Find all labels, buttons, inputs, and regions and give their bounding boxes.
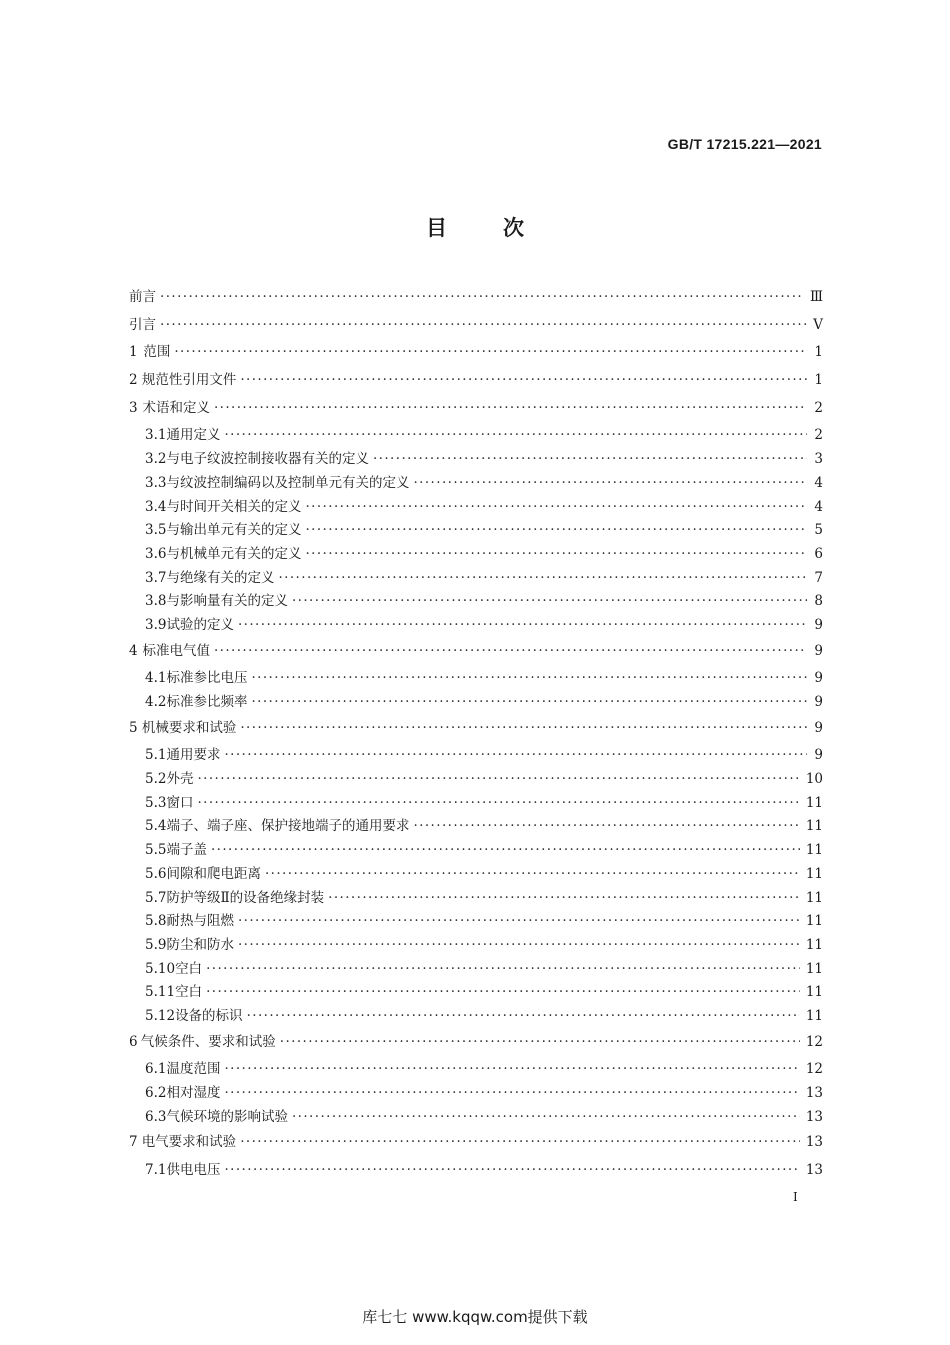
toc-dot-leader — [238, 910, 800, 934]
toc-section-entry[interactable] — [129, 543, 823, 567]
toc-entry-label: 防护等级Ⅱ的设备绝缘封装 — [166, 889, 325, 906]
toc-entry-page: 12 — [805, 1061, 823, 1078]
toc-dot-leader — [305, 543, 807, 567]
toc-dot-leader — [224, 1058, 799, 1082]
toc-entry-label: 与绝缘有关的定义 — [166, 569, 275, 586]
toc-entry-number: 4.2 — [145, 694, 167, 710]
toc-entry-page: 2 — [814, 427, 823, 444]
table-of-contents — [129, 284, 823, 1183]
toc-entry-page: 8 — [814, 593, 823, 610]
toc-entry-label: 与机械单元有关的定义 — [166, 545, 302, 562]
toc-entry-page: 1 — [814, 344, 823, 361]
toc-entry-page: 11 — [805, 889, 823, 906]
toc-entry-number: 3.4 — [145, 498, 167, 515]
toc-chapter-entry[interactable] — [129, 284, 823, 312]
toc-entry-page: Ⅴ — [813, 316, 823, 333]
toc-entry-page: 13 — [805, 1108, 823, 1125]
toc-entry-label: 端子盖 — [166, 842, 207, 859]
toc-entry-label: 耐热与阻燃 — [166, 913, 234, 930]
toc-chapter-entry[interactable] — [129, 1129, 823, 1157]
toc-dot-leader — [214, 395, 807, 423]
toc-entry-number: 5.5 — [145, 842, 167, 859]
toc-entry-label: 前言 — [129, 289, 156, 305]
toc-section-entry[interactable] — [129, 1058, 823, 1082]
toc-dot-leader — [292, 1106, 800, 1130]
toc-entry-label: 与输出单元有关的定义 — [166, 522, 302, 539]
toc-chapter-entry[interactable] — [129, 1029, 823, 1057]
toc-entry-page: 11 — [805, 865, 823, 882]
toc-entry-number: 5.8 — [145, 913, 167, 930]
toc-entry-label: 气候环境的影响试验 — [166, 1108, 288, 1125]
toc-section-entry[interactable] — [129, 1082, 823, 1106]
toc-dot-leader — [240, 1129, 800, 1157]
toc-entry-number: 5.6 — [145, 865, 167, 882]
toc-entry-number: 4 — [129, 642, 138, 659]
toc-entry-page: 1 — [814, 372, 823, 389]
toc-section-entry[interactable] — [129, 691, 823, 715]
toc-dot-leader — [413, 815, 799, 839]
toc-section-entry[interactable] — [129, 839, 823, 863]
toc-entry-number: 3.9 — [145, 616, 167, 633]
toc-entry-label: 与电子纹波控制接收器有关的定义 — [166, 451, 369, 468]
toc-entry-label: 防尘和防水 — [166, 936, 234, 953]
toc-section-entry[interactable] — [129, 981, 823, 1005]
toc-entry-number: 3.1 — [145, 427, 167, 444]
toc-entry-label: 温度范围 — [166, 1061, 221, 1078]
toc-entry-number: 6.1 — [145, 1061, 167, 1078]
toc-entry-number: 3.6 — [145, 545, 167, 562]
toc-entry-label: 机械要求和试验 — [141, 719, 237, 736]
toc-entry-page: Ⅲ — [809, 289, 823, 305]
toc-entry-page: 4 — [814, 474, 823, 491]
toc-entry-page: 11 — [805, 960, 823, 977]
toc-entry-page: 11 — [805, 794, 823, 811]
toc-entry-page: 6 — [814, 545, 823, 562]
toc-section-entry[interactable] — [129, 667, 823, 691]
toc-dot-leader — [174, 339, 807, 367]
toc-section-entry[interactable] — [129, 448, 823, 472]
page-number: I — [793, 1190, 798, 1204]
toc-entry-number: 3.8 — [145, 593, 167, 610]
toc-section-entry[interactable] — [129, 958, 823, 982]
toc-entry-number: 3.2 — [145, 451, 167, 468]
toc-entry-number: 2 — [129, 372, 138, 389]
toc-entry-label: 空白 — [175, 960, 203, 977]
toc-chapter-entry[interactable] — [129, 312, 823, 340]
toc-entry-label: 空白 — [175, 984, 203, 1001]
toc-section-entry[interactable] — [129, 744, 823, 768]
toc-entry-number: 5.3 — [145, 794, 167, 811]
toc-entry-page: 4 — [814, 498, 823, 515]
toc-dot-leader — [305, 519, 807, 543]
toc-dot-leader — [280, 1029, 800, 1057]
toc-entry-page: 11 — [805, 936, 823, 953]
toc-entry-page: 12 — [805, 1033, 823, 1050]
toc-dot-leader — [247, 1005, 800, 1029]
toc-entry-page: 10 — [805, 771, 823, 788]
toc-entry-number: 5.4 — [145, 818, 167, 835]
toc-entry-page: 11 — [805, 984, 823, 1001]
toc-entry-label: 电气要求和试验 — [141, 1134, 237, 1151]
toc-entry-number: 5.12 — [145, 1007, 176, 1024]
toc-chapter-entry[interactable] — [129, 715, 823, 743]
toc-entry-page: 9 — [814, 719, 823, 736]
toc-entry-number: 7.1 — [145, 1162, 167, 1179]
toc-entry-number: 5.2 — [145, 771, 167, 788]
toc-entry-label: 气候条件、要求和试验 — [140, 1033, 276, 1050]
toc-dot-leader — [278, 567, 807, 591]
toc-entry-label: 相对湿度 — [166, 1085, 221, 1101]
toc-section-entry[interactable] — [129, 496, 823, 520]
toc-section-entry[interactable] — [129, 1106, 823, 1130]
toc-dot-leader — [197, 792, 799, 816]
toc-dot-leader — [251, 691, 807, 715]
toc-entry-label: 标准参比频率 — [166, 694, 248, 710]
toc-entry-label: 术语和定义 — [142, 399, 210, 416]
toc-section-entry[interactable] — [129, 792, 823, 816]
toc-dot-leader — [211, 839, 800, 863]
toc-entry-page: 5 — [814, 522, 823, 539]
toc-dot-leader — [251, 667, 807, 691]
toc-entry-page: 13 — [805, 1134, 823, 1151]
toc-dot-leader — [240, 715, 807, 743]
toc-entry-label: 试验的定义 — [166, 616, 234, 633]
toc-entry-label: 窗口 — [166, 794, 194, 811]
toc-entry-page: 7 — [814, 569, 823, 586]
toc-dot-leader — [292, 590, 807, 614]
toc-section-entry[interactable] — [129, 519, 823, 543]
toc-entry-label: 标准电气值 — [142, 642, 210, 659]
toc-entry-page: 11 — [805, 842, 823, 859]
toc-dot-leader — [224, 1159, 799, 1183]
download-watermark: 库七七 www.kqqw.com提供下载 — [362, 1308, 588, 1326]
toc-entry-number: 4.1 — [145, 670, 167, 687]
toc-dot-leader — [413, 472, 807, 496]
toc-entry-page: 9 — [814, 642, 823, 659]
toc-entry-label: 通用要求 — [166, 747, 221, 764]
page-title-char-2: 次 — [503, 216, 524, 240]
toc-section-entry[interactable] — [129, 424, 823, 448]
toc-entry-label: 范围 — [143, 344, 171, 361]
toc-section-entry[interactable] — [129, 1159, 823, 1183]
toc-entry-number: 3 — [129, 399, 138, 416]
toc-entry-number: 6.3 — [145, 1108, 167, 1125]
toc-chapter-entry[interactable] — [129, 367, 823, 395]
toc-entry-page: 11 — [805, 1007, 823, 1024]
toc-dot-leader — [305, 496, 807, 520]
toc-section-entry[interactable] — [129, 472, 823, 496]
toc-section-entry[interactable] — [129, 887, 823, 911]
toc-section-entry[interactable] — [129, 863, 823, 887]
toc-entry-label: 标准参比电压 — [166, 670, 248, 687]
toc-entry-page: 11 — [805, 913, 823, 930]
toc-entry-number: 3.3 — [145, 474, 167, 491]
toc-section-entry[interactable] — [129, 1005, 823, 1029]
toc-entry-number: 5.11 — [145, 984, 176, 1001]
toc-entry-label: 端子、端子座、保护接地端子的通用要求 — [166, 818, 410, 835]
toc-entry-number: 5.9 — [145, 936, 167, 953]
toc-entry-page: 9 — [814, 616, 823, 633]
toc-dot-leader — [238, 934, 800, 958]
toc-dot-leader — [160, 284, 804, 312]
page-title-char-1: 目 — [426, 216, 447, 240]
toc-dot-leader — [238, 614, 807, 638]
toc-dot-leader — [197, 768, 799, 792]
toc-dot-leader — [373, 448, 807, 472]
toc-entry-label: 通用定义 — [166, 427, 221, 444]
toc-chapter-entry[interactable] — [129, 638, 823, 666]
toc-entry-number: 7 — [129, 1134, 138, 1151]
toc-dot-leader — [224, 1082, 799, 1106]
toc-chapter-entry[interactable] — [129, 339, 823, 367]
toc-entry-label: 与影响量有关的定义 — [166, 593, 288, 610]
toc-section-entry[interactable] — [129, 590, 823, 614]
toc-entry-label: 引言 — [129, 316, 156, 333]
toc-entry-label: 间隙和爬电距离 — [166, 865, 261, 882]
toc-entry-label: 供电电压 — [166, 1162, 221, 1179]
toc-entry-number: 3.5 — [145, 522, 167, 539]
toc-entry-number: 5 — [129, 719, 138, 736]
page-title — [0, 212, 950, 242]
toc-entry-label: 设备的标识 — [175, 1007, 243, 1024]
toc-entry-page: 9 — [814, 670, 823, 687]
toc-entry-number: 6 — [129, 1033, 138, 1050]
toc-dot-leader — [206, 981, 800, 1005]
toc-dot-leader — [160, 312, 807, 340]
toc-chapter-entry[interactable] — [129, 395, 823, 423]
toc-section-entry[interactable] — [129, 934, 823, 958]
toc-entry-page: 2 — [814, 399, 823, 416]
toc-section-entry[interactable] — [129, 614, 823, 638]
toc-dot-leader — [224, 424, 807, 448]
toc-entry-page: 13 — [805, 1085, 823, 1101]
toc-entry-number: 6.2 — [145, 1085, 167, 1101]
toc-section-entry[interactable] — [129, 768, 823, 792]
toc-entry-number: 1 — [129, 344, 138, 361]
toc-dot-leader — [214, 638, 807, 666]
standard-code: GB/T 17215.221—2021 — [667, 136, 822, 152]
toc-dot-leader — [206, 958, 800, 982]
toc-entry-page: 3 — [814, 451, 823, 468]
toc-section-entry[interactable] — [129, 567, 823, 591]
toc-entry-label: 与时间开关相关的定义 — [166, 498, 302, 515]
toc-entry-label: 与纹波控制编码以及控制单元有关的定义 — [166, 474, 410, 491]
toc-dot-leader — [240, 367, 807, 395]
toc-dot-leader — [224, 744, 807, 768]
toc-dot-leader — [328, 887, 800, 911]
toc-entry-page: 9 — [814, 694, 823, 710]
toc-entry-number: 5.7 — [145, 889, 167, 906]
toc-entry-page: 11 — [805, 818, 823, 835]
toc-entry-page: 13 — [805, 1162, 823, 1179]
toc-entry-number: 3.7 — [145, 569, 167, 586]
toc-entry-number: 5.10 — [145, 960, 176, 977]
toc-entry-label: 规范性引用文件 — [141, 372, 237, 389]
toc-entry-number: 5.1 — [145, 747, 167, 764]
toc-dot-leader — [265, 863, 800, 887]
toc-entry-page: 9 — [814, 747, 823, 764]
toc-section-entry[interactable] — [129, 910, 823, 934]
toc-entry-label: 外壳 — [166, 771, 194, 788]
toc-section-entry[interactable] — [129, 815, 823, 839]
